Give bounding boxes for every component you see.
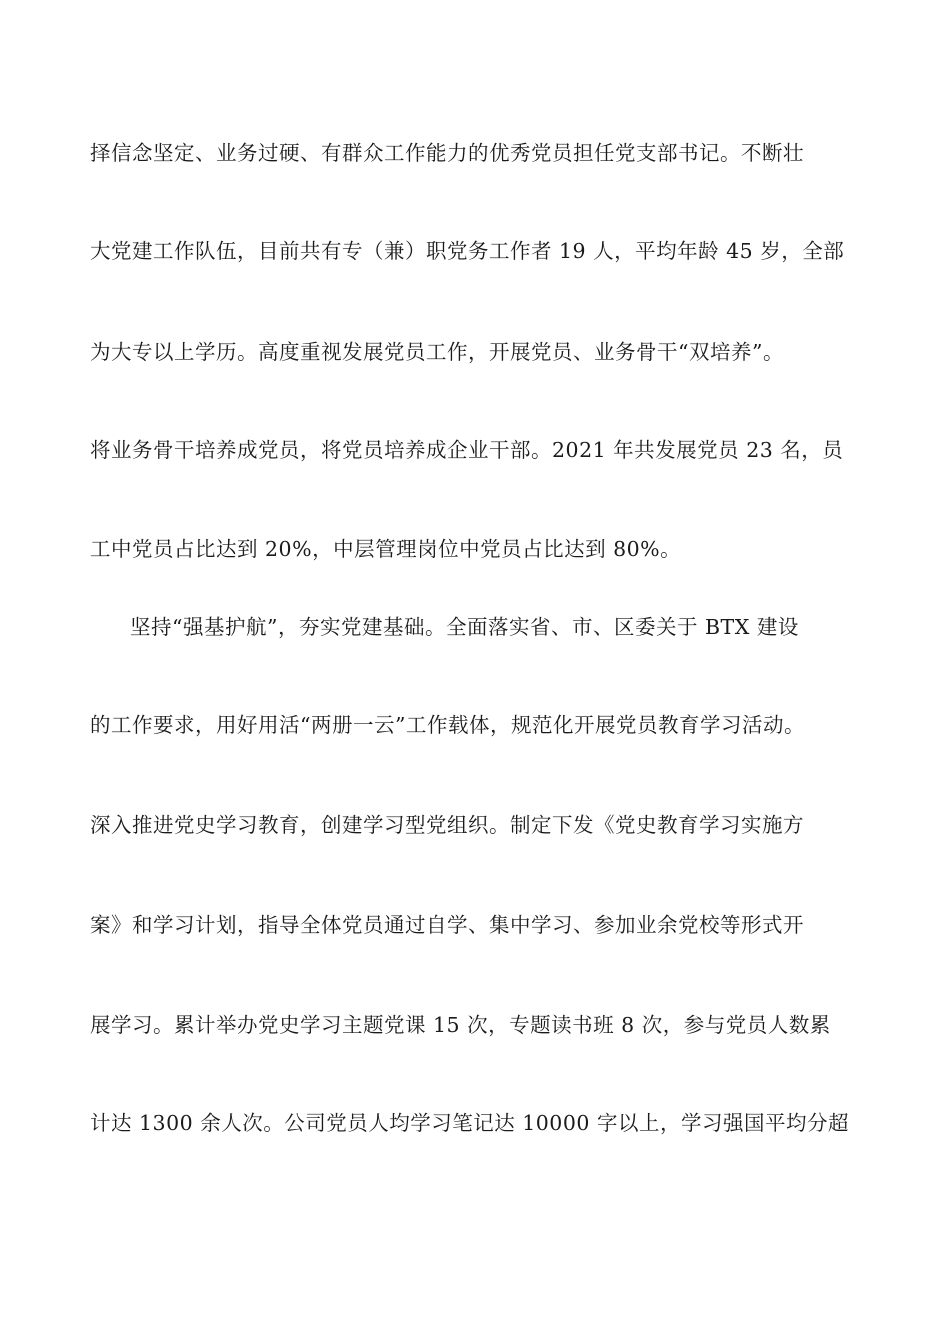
- paragraph-1-line-4: 将业务骨干培养成党员，将党员培养成企业干部。2021 年共发展党员 23 名，员: [90, 438, 844, 462]
- paragraph-2-line-6: 计达 1300 余人次。公司党员人均学习笔记达 10000 字以上，学习强国平均分超: [90, 1111, 849, 1135]
- paragraph-2-line-2: 的工作要求，用好用活“两册一云”工作载体，规范化开展党员教育学习活动。: [90, 713, 805, 737]
- paragraph-2-line-3: 深入推进党史学习教育，创建学习型党组织。制定下发《党史教育学习实施方: [90, 813, 804, 837]
- paragraph-2-line-5: 展学习。累计举办党史学习主题党课 15 次，专题读书班 8 次，参与党员人数累: [90, 1013, 831, 1037]
- paragraph-1-line-3: 为大专以上学历。高度重视发展党员工作，开展党员、业务骨干“双培养”。: [90, 340, 784, 364]
- paragraph-2-line-4: 案》和学习计划，指导全体党员通过自学、集中学习、参加业余党校等形式开: [90, 913, 804, 937]
- paragraph-1-line-1: 择信念坚定、业务过硬、有群众工作能力的优秀党员担任党支部书记。不断壮: [90, 141, 804, 165]
- paragraph-2-line-1: 坚持“强基护航”，夯实党建基础。全面落实省、市、区委关于 BTX 建设: [130, 615, 799, 639]
- paragraph-1-line-5: 工中党员占比达到 20%，中层管理岗位中党员占比达到 80%。: [90, 537, 682, 561]
- paragraph-1-line-2: 大党建工作队伍，目前共有专（兼）职党务工作者 19 人，平均年龄 45 岁，全部: [90, 239, 845, 263]
